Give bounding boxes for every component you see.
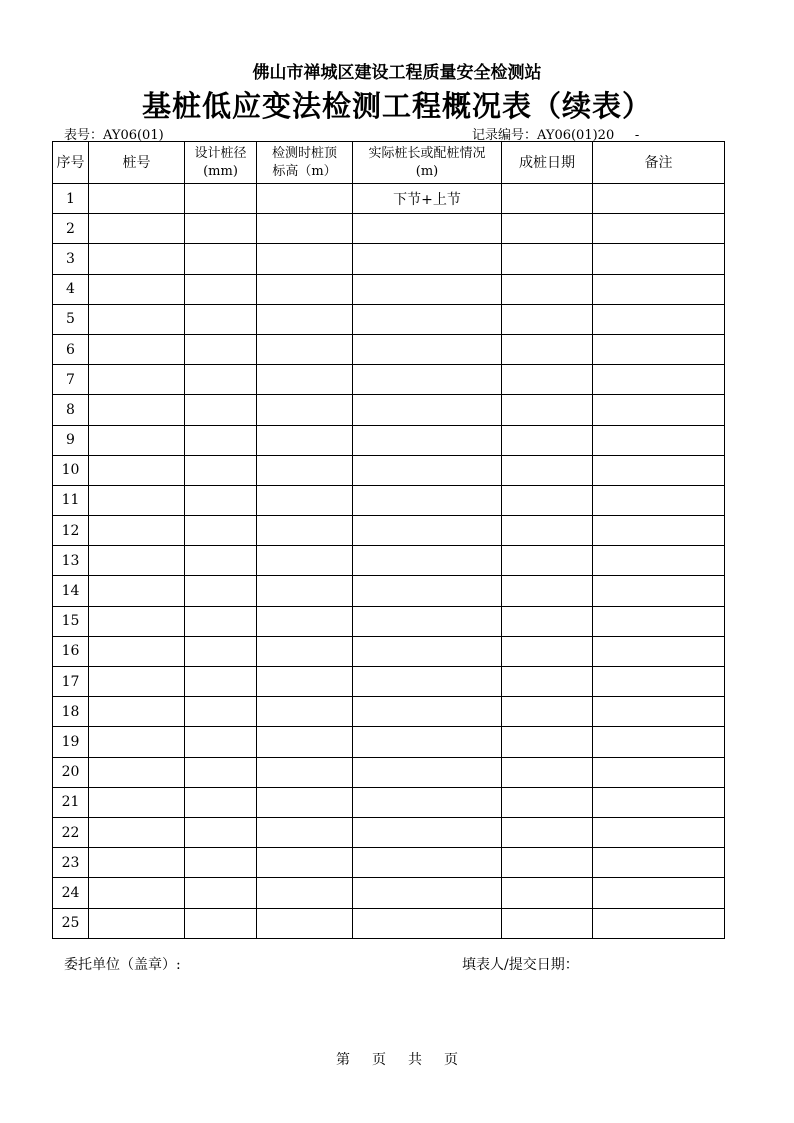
col-header-pile-date: 成桩日期 [502,142,593,184]
design-diameter-cell [185,274,257,304]
table-row [53,757,725,787]
remarks-cell [593,576,725,606]
actual-length-cell [353,787,502,817]
design-diameter-cell [185,606,257,636]
actual-length-cell [353,878,502,908]
table-row [53,848,725,878]
seq-cell: 15 [53,606,89,636]
remarks-cell [593,787,725,817]
pile-date-cell [502,516,593,546]
actual-length-cell [353,395,502,425]
remarks-cell [593,304,725,334]
page-number: 第 页 共 页 [336,1052,458,1068]
remarks-cell [593,214,725,244]
pile-no-cell [89,516,185,546]
design-diameter-cell [185,304,257,334]
actual-length-cell: 下节+上节 [353,184,502,214]
design-diameter-cell [185,727,257,757]
seq-cell: 23 [53,848,89,878]
design-diameter-cell [185,878,257,908]
seq-cell: 13 [53,546,89,576]
actual-length-cell [353,546,502,576]
table-row [53,425,725,455]
actual-length-cell [353,848,502,878]
top-elevation-cell [257,606,353,636]
actual-length-cell [353,516,502,546]
remarks-cell [593,727,725,757]
pile-date-cell [502,455,593,485]
pile-date-cell [502,546,593,576]
pile-no-cell [89,727,185,757]
pile-no-cell [89,546,185,576]
pile-date-cell [502,697,593,727]
pile-no-cell [89,425,185,455]
top-elevation-cell [257,455,353,485]
pile-date-cell [502,334,593,364]
design-diameter-cell [185,214,257,244]
design-diameter-cell [185,697,257,727]
top-elevation-cell [257,274,353,304]
top-elevation-cell [257,787,353,817]
pile-no-cell [89,395,185,425]
remarks-cell [593,848,725,878]
table-row [53,546,725,576]
remarks-cell [593,697,725,727]
pile-no-cell [89,576,185,606]
design-diameter-cell [185,244,257,274]
pile-date-cell [502,787,593,817]
seq-cell: 3 [53,244,89,274]
remarks-cell [593,908,725,938]
actual-length-cell [353,576,502,606]
pile-no-cell [89,787,185,817]
design-diameter-cell [185,516,257,546]
top-elevation-cell [257,908,353,938]
seq-cell: 19 [53,727,89,757]
pile-no-cell [89,455,185,485]
design-diameter-cell [185,455,257,485]
seq-cell: 6 [53,334,89,364]
pile-date-cell [502,606,593,636]
top-elevation-cell [257,516,353,546]
actual-length-cell [353,908,502,938]
seq-cell: 2 [53,214,89,244]
top-elevation-cell [257,727,353,757]
top-elevation-cell [257,184,353,214]
pile-date-cell [502,757,593,787]
pile-no-cell [89,697,185,727]
design-diameter-cell [185,636,257,666]
remarks-cell [593,334,725,364]
actual-length-cell [353,214,502,244]
table-row [53,455,725,485]
client-seal-label: 委托单位（盖章）: [64,957,181,973]
seq-cell: 18 [53,697,89,727]
seq-cell: 22 [53,817,89,847]
top-elevation-cell [257,878,353,908]
actual-length-cell [353,606,502,636]
top-elevation-cell [257,697,353,727]
pile-date-cell [502,214,593,244]
pile-date-cell [502,667,593,697]
table-row [53,244,725,274]
pile-no-cell [89,184,185,214]
pile-no-cell [89,214,185,244]
top-elevation-cell [257,546,353,576]
design-diameter-cell [185,908,257,938]
actual-length-cell [353,425,502,455]
pile-no-cell [89,848,185,878]
top-elevation-cell [257,365,353,395]
table-row [53,274,725,304]
remarks-cell [593,244,725,274]
actual-length-cell [353,667,502,697]
actual-length-cell [353,455,502,485]
remarks-cell [593,184,725,214]
top-elevation-cell [257,636,353,666]
design-diameter-cell [185,848,257,878]
table-row [53,878,725,908]
pile-no-cell [89,817,185,847]
col-header-seq: 序号 [53,142,89,184]
top-elevation-cell [257,757,353,787]
pile-no-cell [89,274,185,304]
pile-date-cell [502,365,593,395]
remarks-cell [593,455,725,485]
pile-date-cell [502,727,593,757]
remarks-cell [593,274,725,304]
pile-date-cell [502,274,593,304]
document-title: 基桩低应变法检测工程概况表（续表） [141,89,652,123]
remarks-cell [593,395,725,425]
col-header-pile-no: 桩号 [89,142,185,184]
table-row [53,667,725,697]
record-number: 记录编号：AY06(01)20 - [472,128,640,143]
organization-name: 佛山市禅城区建设工程质量安全检测站 [252,63,542,83]
table-row [53,697,725,727]
design-diameter-cell [185,817,257,847]
pile-date-cell [502,908,593,938]
remarks-cell [593,546,725,576]
pile-no-cell [89,304,185,334]
form-number: 表号：AY06(01) [64,128,164,143]
pile-no-cell [89,606,185,636]
design-diameter-cell [185,757,257,787]
table-row [53,787,725,817]
design-diameter-cell [185,576,257,606]
remarks-cell [593,365,725,395]
remarks-cell [593,667,725,697]
table-row [53,817,725,847]
seq-cell: 8 [53,395,89,425]
remarks-cell [593,636,725,666]
pile-date-cell [502,304,593,334]
seq-cell: 9 [53,425,89,455]
actual-length-cell [353,244,502,274]
pile-date-cell [502,485,593,515]
pile-date-cell [502,817,593,847]
remarks-cell [593,485,725,515]
col-header-design-diameter: 设计桩径 (mm) [185,142,257,184]
remarks-cell [593,606,725,636]
top-elevation-cell [257,214,353,244]
table-row [53,334,725,364]
seq-cell: 7 [53,365,89,395]
pile-date-cell [502,848,593,878]
actual-length-cell [353,817,502,847]
design-diameter-cell [185,787,257,817]
seq-cell: 10 [53,455,89,485]
top-elevation-cell [257,817,353,847]
pile-no-cell [89,334,185,364]
top-elevation-cell [257,334,353,364]
table-row [53,485,725,515]
seq-cell: 25 [53,908,89,938]
actual-length-cell [353,727,502,757]
pile-no-cell [89,485,185,515]
pile-date-cell [502,244,593,274]
top-elevation-cell [257,425,353,455]
seq-cell: 17 [53,667,89,697]
table-row [53,395,725,425]
filler-date-label: 填表人/提交日期： [462,957,579,973]
table-header-row [53,142,725,184]
design-diameter-cell [185,395,257,425]
actual-length-cell [353,334,502,364]
table-row [53,304,725,334]
top-elevation-cell [257,667,353,697]
remarks-cell [593,425,725,455]
table-row [53,636,725,666]
actual-length-cell [353,485,502,515]
design-diameter-cell [185,667,257,697]
pile-no-cell [89,757,185,787]
actual-length-cell [353,636,502,666]
table-row [53,184,725,214]
seq-cell: 12 [53,516,89,546]
design-diameter-cell [185,485,257,515]
actual-length-cell [353,304,502,334]
seq-cell: 16 [53,636,89,666]
design-diameter-cell [185,425,257,455]
remarks-cell [593,516,725,546]
pile-overview-table [52,141,725,939]
design-diameter-cell [185,546,257,576]
remarks-cell [593,878,725,908]
top-elevation-cell [257,576,353,606]
pile-date-cell [502,395,593,425]
seq-cell: 1 [53,184,89,214]
col-header-remarks: 备注 [593,142,725,184]
seq-cell: 5 [53,304,89,334]
pile-date-cell [502,636,593,666]
top-elevation-cell [257,848,353,878]
seq-cell: 14 [53,576,89,606]
pile-no-cell [89,365,185,395]
pile-no-cell [89,244,185,274]
table-row [53,516,725,546]
table-row [53,727,725,757]
top-elevation-cell [257,395,353,425]
table-row [53,365,725,395]
table-row [53,606,725,636]
pile-date-cell [502,878,593,908]
pile-date-cell [502,184,593,214]
design-diameter-cell [185,184,257,214]
pile-date-cell [502,425,593,455]
top-elevation-cell [257,244,353,274]
seq-cell: 4 [53,274,89,304]
pile-date-cell [502,576,593,606]
actual-length-cell [353,365,502,395]
pile-no-cell [89,908,185,938]
seq-cell: 11 [53,485,89,515]
actual-length-cell [353,274,502,304]
pile-no-cell [89,636,185,666]
table-row [53,576,725,606]
col-header-actual-length: 实际桩长或配桩情况 (m) [353,142,502,184]
seq-cell: 21 [53,787,89,817]
actual-length-cell [353,697,502,727]
table-row [53,214,725,244]
remarks-cell [593,757,725,787]
pile-no-cell [89,878,185,908]
design-diameter-cell [185,334,257,364]
table-row [53,908,725,938]
seq-cell: 20 [53,757,89,787]
remarks-cell [593,817,725,847]
top-elevation-cell [257,485,353,515]
top-elevation-cell [257,304,353,334]
seq-cell: 24 [53,878,89,908]
actual-length-cell [353,757,502,787]
col-header-top-elevation: 检测时桩顶 标高（m） [257,142,353,184]
pile-no-cell [89,667,185,697]
design-diameter-cell [185,365,257,395]
